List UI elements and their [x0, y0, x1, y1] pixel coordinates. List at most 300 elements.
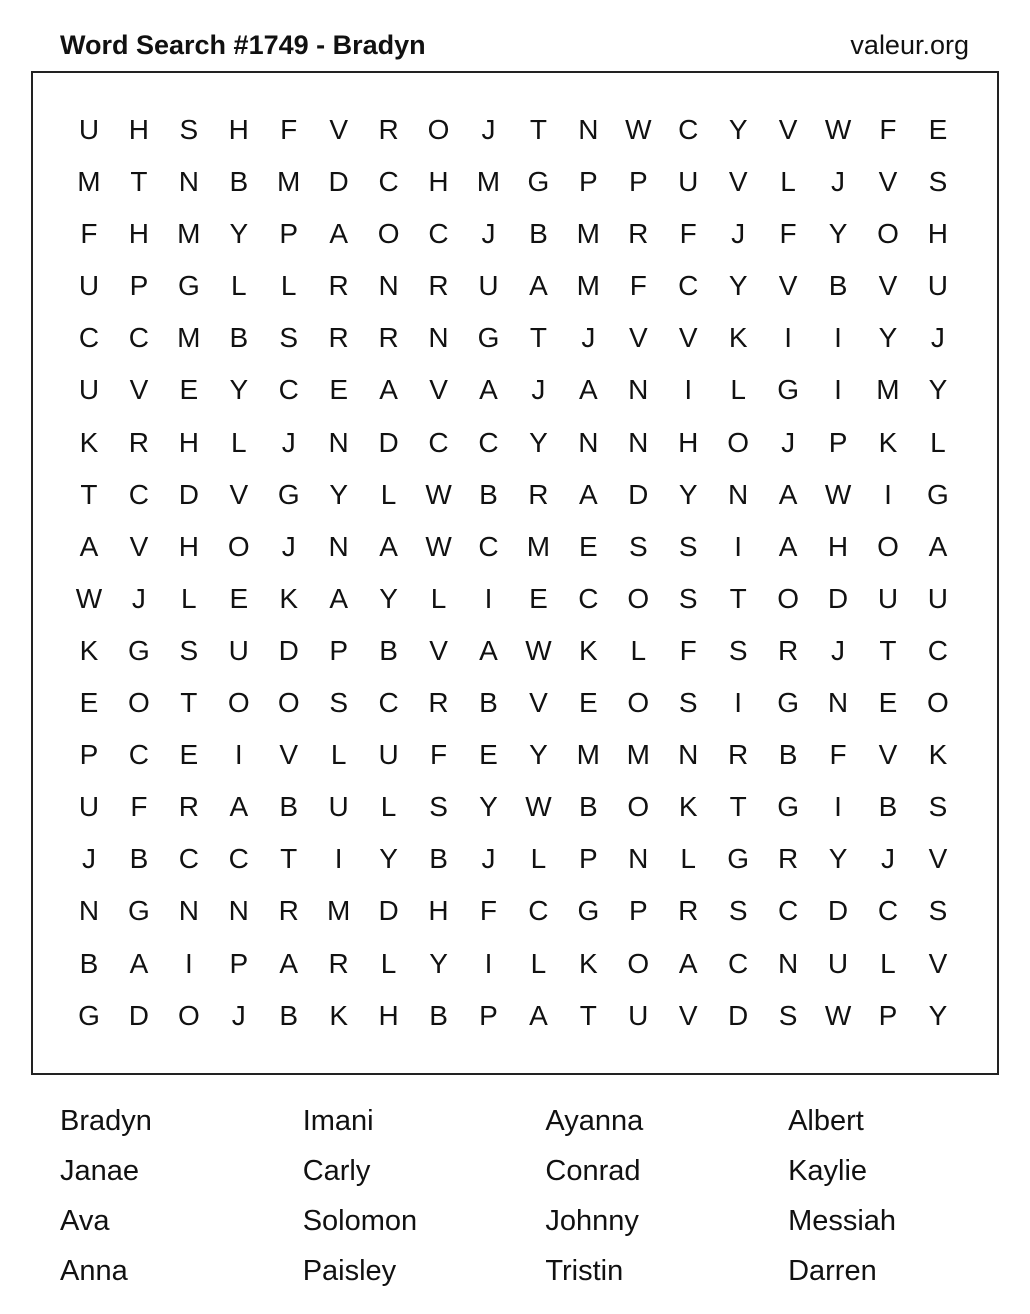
grid-letter: O: [877, 530, 899, 562]
word-list-item: Carly: [302, 1155, 371, 1187]
grid-letter: J: [281, 530, 296, 562]
grid-letter: V: [928, 947, 948, 979]
grid-letter: K: [728, 322, 748, 354]
grid-letter: R: [378, 114, 399, 145]
grid-letter: F: [779, 218, 797, 250]
grid-letter: R: [328, 270, 349, 302]
grid-letter: L: [380, 947, 397, 979]
grid-letter: A: [79, 530, 99, 562]
grid-letter: M: [526, 530, 551, 562]
grid-letter: N: [728, 478, 749, 510]
grid-letter: G: [477, 322, 500, 354]
grid-letter: I: [734, 530, 743, 562]
grid-letter: B: [129, 843, 149, 875]
grid-letter: I: [834, 374, 842, 406]
grid-letter: Y: [728, 270, 748, 302]
grid-letter: T: [280, 843, 298, 875]
grid-letter: S: [928, 166, 948, 198]
grid-letter: I: [784, 322, 792, 354]
grid-letter: H: [927, 218, 949, 250]
grid-letter: N: [178, 895, 199, 927]
grid-letter: W: [75, 582, 103, 614]
grid-letter: S: [179, 634, 199, 666]
grid-letter: U: [328, 791, 349, 823]
grid-letter: U: [78, 374, 100, 406]
word-list-item: Ava: [60, 1205, 110, 1237]
grid-letter: W: [525, 634, 552, 666]
grid-letter: I: [334, 843, 343, 875]
grid-letter: V: [229, 478, 249, 510]
grid-letter: Y: [678, 478, 698, 510]
grid-letter: H: [228, 114, 249, 145]
grid-letter: C: [278, 374, 299, 406]
grid-letter: C: [228, 843, 249, 875]
grid-letter: K: [279, 582, 299, 614]
grid-letter: V: [928, 843, 948, 875]
grid-letter: J: [131, 582, 146, 614]
grid-letter: E: [79, 687, 99, 719]
grid-letter: O: [177, 999, 200, 1031]
grid-letter: M: [576, 270, 600, 302]
grid-letter: P: [129, 270, 149, 302]
grid-letter: D: [178, 478, 199, 510]
grid-letter: T: [729, 791, 747, 823]
grid-letter: Y: [429, 947, 448, 979]
grid-letter: D: [728, 999, 749, 1031]
grid-letter: A: [129, 947, 149, 979]
grid-letter: F: [130, 791, 148, 823]
grid-letter: O: [227, 687, 250, 719]
grid-letter: U: [827, 947, 849, 979]
grid-letter: L: [230, 426, 247, 458]
grid-letter: C: [78, 322, 100, 354]
grid-letter: L: [530, 843, 547, 875]
grid-letter: B: [429, 999, 448, 1031]
grid-letter: A: [678, 947, 698, 979]
grid-letter: U: [378, 739, 399, 771]
grid-letter: O: [627, 947, 650, 979]
word-list-item: Tristin: [545, 1255, 624, 1287]
grid-letter: I: [884, 478, 892, 510]
grid-letter: M: [476, 166, 501, 198]
grid-letter: J: [880, 843, 895, 875]
grid-letter: L: [730, 374, 746, 406]
grid-letter: I: [834, 322, 842, 354]
grid-letter: N: [78, 895, 100, 927]
grid-letter: C: [678, 270, 699, 302]
grid-letter: G: [777, 791, 799, 823]
grid-letter: E: [229, 582, 249, 614]
grid-letter: I: [484, 582, 493, 614]
grid-letter: C: [378, 687, 399, 719]
grid-letter: O: [227, 530, 250, 562]
grid-letter: N: [178, 166, 199, 198]
grid-letter: M: [77, 166, 101, 198]
word-list-item: Albert: [788, 1105, 864, 1137]
grid-letter: Y: [928, 374, 948, 406]
grid-letter: H: [827, 530, 849, 562]
word-list-item: Imani: [302, 1105, 374, 1137]
grid-letter: G: [177, 270, 200, 302]
grid-letter: B: [229, 322, 249, 354]
word-list-item: Janae: [60, 1155, 140, 1187]
grid-letter: D: [278, 634, 299, 666]
grid-letter: B: [79, 947, 99, 979]
grid-letter: A: [579, 478, 598, 510]
grid-letter: H: [678, 426, 699, 458]
grid-letter: B: [279, 791, 299, 823]
grid-letter: U: [628, 999, 649, 1031]
grid-letter: J: [581, 322, 596, 354]
grid-letter: U: [877, 582, 899, 614]
grid-letter: V: [628, 322, 648, 354]
grid-letter: V: [678, 999, 698, 1031]
grid-letter: K: [79, 634, 99, 666]
grid-letter: A: [279, 947, 299, 979]
grid-letter: J: [831, 634, 846, 666]
grid-letter: Y: [329, 478, 348, 510]
grid-letter: P: [579, 843, 598, 875]
grid-letter: L: [280, 270, 297, 302]
grid-letter: D: [128, 999, 150, 1031]
grid-letter: J: [481, 114, 496, 145]
grid-letter: E: [329, 374, 348, 406]
grid-letter: D: [827, 582, 849, 614]
grid-letter: O: [627, 791, 650, 823]
grid-letter: F: [479, 895, 498, 927]
grid-letter: L: [330, 739, 347, 771]
grid-letter: Y: [529, 426, 548, 458]
grid-letter: L: [181, 582, 197, 614]
grid-letter: G: [577, 895, 600, 927]
grid-letter: G: [727, 843, 750, 875]
grid-letter: N: [228, 895, 249, 927]
grid-letter: M: [626, 739, 650, 771]
grid-letter: C: [178, 843, 199, 875]
grid-letter: N: [678, 739, 699, 771]
grid-letter: F: [80, 218, 98, 250]
grid-letter: R: [777, 843, 799, 875]
grid-letter: L: [880, 947, 896, 979]
grid-letter: L: [430, 582, 447, 614]
grid-letter: S: [628, 530, 648, 562]
grid-letter: G: [277, 478, 300, 510]
grid-letter: T: [529, 322, 547, 354]
grid-letter: P: [79, 739, 99, 771]
grid-letter: I: [184, 947, 193, 979]
grid-letter: G: [927, 478, 949, 510]
grid-letter: E: [928, 114, 948, 145]
grid-letter: A: [379, 530, 398, 562]
grid-letter: L: [380, 791, 397, 823]
grid-letter: A: [479, 634, 498, 666]
grid-letter: O: [128, 687, 150, 719]
grid-letter: G: [777, 687, 799, 719]
grid-letter: O: [427, 114, 450, 145]
grid-letter: T: [879, 634, 897, 666]
grid-letter: E: [579, 687, 598, 719]
word-list-item: Conrad: [545, 1155, 641, 1187]
grid-letter: V: [778, 270, 798, 302]
grid-letter: N: [328, 426, 349, 458]
grid-letter: S: [928, 791, 948, 823]
grid-letter: A: [529, 999, 548, 1031]
grid-letter: C: [877, 895, 899, 927]
grid-letter: M: [177, 218, 201, 250]
grid-letter: J: [831, 166, 846, 198]
grid-letter: B: [529, 218, 548, 250]
grid-letter: Y: [229, 218, 249, 250]
grid-letter: L: [780, 166, 796, 198]
grid-letter: N: [578, 114, 599, 145]
grid-letter: C: [678, 114, 699, 145]
grid-letter: W: [525, 791, 552, 823]
grid-letter: A: [579, 374, 598, 406]
grid-letter: N: [628, 374, 649, 406]
grid-letter: C: [528, 895, 549, 927]
grid-letter: H: [128, 114, 150, 145]
grid-letter: D: [328, 166, 349, 198]
grid-letter: B: [778, 739, 798, 771]
grid-letter: T: [579, 999, 597, 1031]
grid-letter: L: [530, 947, 547, 979]
grid-letter: S: [728, 634, 748, 666]
grid-letter: Y: [379, 582, 398, 614]
word-list-item: Darren: [788, 1255, 877, 1287]
grid-letter: A: [778, 478, 798, 510]
grid-letter: M: [326, 895, 351, 927]
grid-letter: K: [79, 426, 99, 458]
grid-letter: T: [729, 582, 747, 614]
grid-letter: F: [429, 739, 448, 771]
grid-letter: E: [479, 739, 498, 771]
grid-letter: U: [927, 270, 949, 302]
grid-letter: V: [878, 739, 898, 771]
page-title: Word Search #1749 - Bradyn: [60, 30, 426, 60]
grid-letter: P: [479, 999, 498, 1031]
grid-letter: W: [824, 478, 852, 510]
grid-letter: J: [481, 843, 496, 875]
grid-letter: P: [628, 166, 648, 198]
grid-letter: F: [879, 114, 897, 145]
grid-letter: J: [930, 322, 945, 354]
grid-letter: M: [277, 166, 301, 198]
grid-letter: C: [378, 166, 399, 198]
word-list-item: Messiah: [788, 1205, 897, 1237]
grid-letter: I: [684, 374, 693, 406]
grid-letter: B: [279, 999, 299, 1031]
grid-letter: J: [531, 374, 546, 406]
grid-letter: L: [380, 478, 397, 510]
grid-letter: A: [229, 791, 249, 823]
grid-letter: V: [129, 530, 149, 562]
grid-letter: V: [429, 634, 448, 666]
grid-letter: V: [529, 687, 548, 719]
grid-letter: R: [378, 322, 399, 354]
grid-letter: C: [128, 739, 150, 771]
grid-letter: N: [378, 270, 399, 302]
grid-letter: I: [234, 739, 243, 771]
word-list: [60, 1100, 1030, 1300]
grid-letter: L: [930, 426, 946, 458]
grid-letter: C: [428, 426, 449, 458]
grid-letter: P: [878, 999, 898, 1031]
grid-letter: A: [529, 270, 548, 302]
grid-letter: C: [927, 634, 949, 666]
grid-letter: U: [78, 114, 100, 145]
grid-letter: L: [630, 634, 647, 666]
grid-letter: L: [680, 843, 696, 875]
grid-letter: Y: [229, 374, 249, 406]
grid-letter: W: [425, 530, 452, 562]
grid-letter: T: [130, 166, 148, 198]
grid-letter: R: [678, 895, 699, 927]
grid-letter: G: [777, 374, 799, 406]
grid-letter: H: [128, 218, 150, 250]
grid-letter: V: [728, 166, 748, 198]
grid-letter: E: [579, 530, 598, 562]
grid-letter: C: [128, 322, 150, 354]
grid-letter: P: [229, 947, 249, 979]
grid-letter: A: [928, 530, 948, 562]
grid-letter: H: [378, 999, 399, 1031]
grid-letter: N: [578, 426, 599, 458]
grid-letter: B: [828, 270, 848, 302]
grid-letter: C: [478, 530, 499, 562]
grid-letter: N: [628, 426, 649, 458]
grid-letter: N: [428, 322, 449, 354]
grid-letter: M: [876, 374, 900, 406]
grid-letter: O: [277, 687, 300, 719]
word-list-item: Johnny: [545, 1205, 639, 1237]
grid-letter: W: [824, 114, 852, 145]
grid-letter: R: [628, 218, 649, 250]
grid-letter: T: [529, 114, 547, 145]
grid-letter: F: [280, 114, 298, 145]
grid-letter: S: [179, 114, 199, 145]
grid-letter: R: [528, 478, 549, 510]
grid-letter: U: [478, 270, 499, 302]
grid-letter: J: [781, 426, 796, 458]
grid-letter: R: [278, 895, 299, 927]
grid-letter: R: [777, 634, 799, 666]
grid-letter: Y: [529, 739, 548, 771]
grid-letter: C: [478, 426, 499, 458]
grid-letter: N: [628, 843, 649, 875]
grid-letter: Y: [878, 322, 898, 354]
grid-letter: E: [179, 739, 199, 771]
word-list-item: Bradyn: [60, 1105, 152, 1137]
grid-letter: B: [479, 478, 498, 510]
grid-letter: K: [329, 999, 348, 1031]
grid-letter: R: [428, 687, 449, 719]
grid-letter: W: [625, 114, 652, 145]
grid-letter: I: [834, 791, 842, 823]
word-list-item: Solomon: [302, 1205, 418, 1237]
grid-letter: P: [628, 895, 648, 927]
grid-letter: O: [777, 582, 799, 614]
grid-letter: S: [678, 582, 698, 614]
grid-letter: D: [378, 426, 399, 458]
grid-letter: D: [628, 478, 649, 510]
grid-letter: Y: [379, 843, 398, 875]
grid-letter: F: [829, 739, 847, 771]
grid-letter: G: [128, 634, 150, 666]
grid-letter: O: [727, 426, 750, 458]
grid-letter: P: [329, 634, 348, 666]
grid-letter: P: [828, 426, 848, 458]
letter-grid: [64, 104, 963, 1042]
grid-letter: H: [178, 426, 199, 458]
grid-letter: N: [777, 947, 799, 979]
grid-letter: A: [778, 530, 798, 562]
word-list-item: Paisley: [302, 1255, 397, 1287]
grid-letter: B: [229, 166, 249, 198]
grid-letter: W: [824, 999, 852, 1031]
grid-letter: S: [678, 530, 698, 562]
grid-letter: E: [878, 687, 898, 719]
grid-letter: T: [180, 687, 198, 719]
site-name: valeur.org: [850, 30, 969, 60]
grid-letter: R: [728, 739, 749, 771]
grid-letter: H: [178, 530, 199, 562]
grid-letter: D: [827, 895, 849, 927]
grid-letter: E: [529, 582, 548, 614]
grid-letter: S: [329, 687, 348, 719]
grid-letter: D: [378, 895, 399, 927]
grid-letter: R: [328, 947, 349, 979]
grid-letter: C: [777, 895, 799, 927]
grid-letter: U: [228, 634, 249, 666]
grid-letter: J: [731, 218, 746, 250]
word-list-item: Anna: [60, 1255, 128, 1287]
grid-letter: S: [678, 687, 698, 719]
grid-letter: J: [481, 218, 496, 250]
grid-letter: U: [927, 582, 949, 614]
grid-letter: P: [579, 166, 598, 198]
grid-letter: C: [578, 582, 599, 614]
grid-letter: K: [928, 739, 948, 771]
grid-letter: C: [128, 478, 150, 510]
grid-letter: H: [428, 895, 449, 927]
grid-letter: V: [279, 739, 299, 771]
grid-letter: A: [479, 374, 498, 406]
grid-letter: K: [678, 791, 698, 823]
word-list-item: Ayanna: [545, 1105, 644, 1137]
grid-letter: V: [878, 270, 898, 302]
grid-letter: B: [429, 843, 448, 875]
grid-letter: A: [329, 582, 348, 614]
grid-letter: R: [328, 322, 349, 354]
grid-letter: J: [81, 843, 96, 875]
grid-letter: Y: [479, 791, 498, 823]
grid-letter: I: [734, 687, 743, 719]
grid-letter: M: [576, 739, 600, 771]
grid-letter: M: [576, 218, 600, 250]
grid-letter: A: [379, 374, 398, 406]
grid-letter: S: [279, 322, 299, 354]
grid-letter: Y: [928, 999, 948, 1031]
grid-letter: J: [281, 426, 296, 458]
grid-letter: H: [428, 166, 449, 198]
grid-letter: N: [328, 530, 349, 562]
grid-letter: E: [179, 374, 199, 406]
grid-letter: C: [428, 218, 449, 250]
grid-letter: V: [429, 374, 448, 406]
grid-letter: R: [178, 791, 199, 823]
grid-letter: U: [78, 270, 100, 302]
grid-letter: Y: [828, 218, 848, 250]
